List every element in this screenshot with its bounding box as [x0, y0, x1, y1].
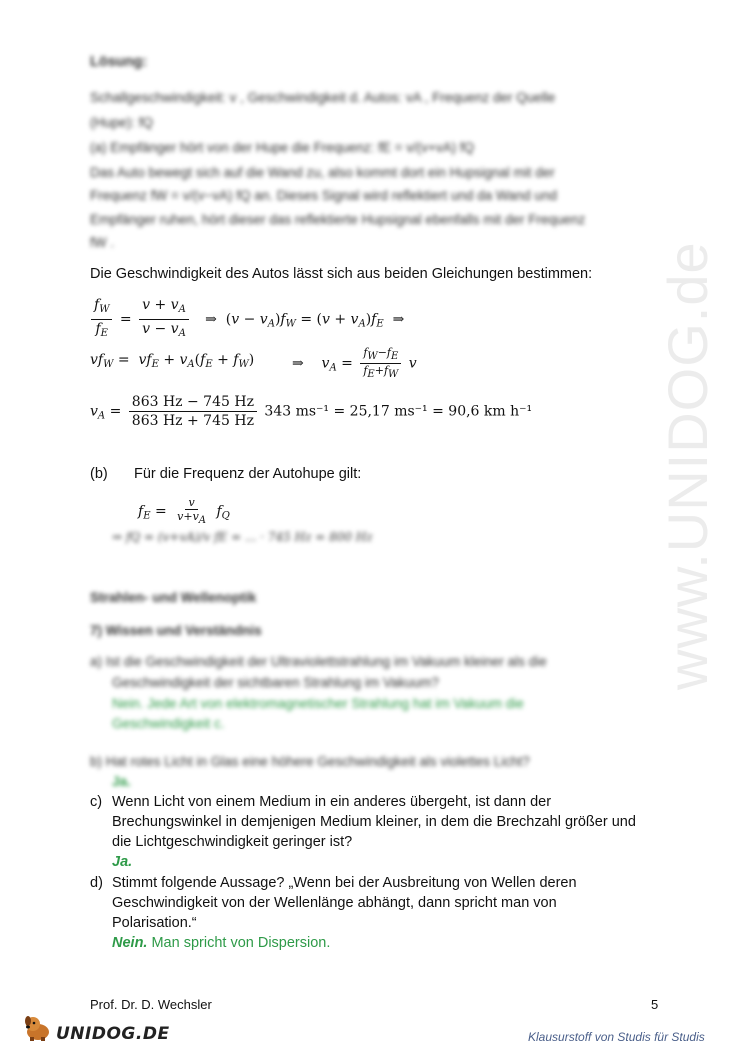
item-c-line-2: Brechungswinkel in demjenigen Medium kleiner, in dem die Brechzahl größer und [112, 814, 636, 830]
blurred-line-3: (a) Empfänger hört von der Hupe die Frequenz: fE = v/(v+vA) fQ [90, 140, 475, 155]
equation-4: $f_E$ = $\frac{v}{v+v_A}$ $f_Q$ [138, 496, 230, 526]
item-d-line-2: Geschwindigkeit von der Wellenlänge abhängt, dann spricht man von [112, 895, 557, 911]
blurred-answer-a-2: Geschwindigkeit c. [112, 716, 225, 731]
footer-tagline: Klausurstoff von Studis für Studis [528, 1030, 705, 1044]
dog-logo-icon [24, 1014, 54, 1042]
part-b-text: Für die Frequenz der Autohupe gilt: [134, 466, 362, 482]
solution-heading: Lösung: [90, 54, 148, 70]
blurred-line-2: (Hupe): fQ [90, 115, 154, 130]
blurred-question-a-1: a) Ist die Geschwindigkeit der Ultraviolettstrahlung im Vakuum kleiner als die [90, 654, 547, 669]
item-d-answer-bold: Nein. [112, 935, 148, 951]
item-c-answer: Ja. [112, 854, 133, 870]
equation-2: $vf_W = vf_E + v_A(f_E + f_W)$ [90, 352, 255, 370]
unidog-logo-text: UNIDOG.DE [56, 1024, 170, 1044]
eq3-result: 343 ms⁻¹ = 25,17 ms⁻¹ = 90,6 km h⁻¹ [264, 403, 533, 420]
blurred-answer-b: Ja. [112, 774, 131, 789]
item-d-line-3: Polarisation.“ [112, 915, 197, 931]
blurred-line-6: Empfänger ruhen, hört dieser das reflektierte Hupsignal ebenfalls mit der Frequenz [90, 212, 586, 227]
blurred-line-4: Das Auto bewegt sich auf die Wand zu, also kommt dort ein Hupsignal mit der [90, 165, 555, 180]
item-c-label: c) [90, 794, 103, 810]
part-b-label: (b) [90, 466, 108, 482]
item-d-answer [112, 933, 330, 953]
item-d-answer-rest: Man spricht von Dispersion. [147, 935, 331, 951]
blurred-line-1: Schallgeschwindigkeit: v , Geschwindigkeit d. Autos: vA , Frequenz der Quelle [90, 90, 556, 105]
item-c-line-1: Wenn Licht von einem Medium in ein anderes übergeht, ist dann der [112, 794, 552, 810]
eq3-numerator: 863 Hz − 745 Hz [129, 393, 257, 412]
blurred-question-b: b) Hat rotes Licht in Glas eine höhere Geschwindigkeit als violettes Licht? [90, 754, 530, 769]
item-d-line-1: Stimmt folgende Aussage? „Wenn bei der Ausbreitung von Wellen deren [112, 875, 577, 891]
blurred-line-7: fW . [90, 235, 114, 250]
intro-text: Die Geschwindigkeit des Autos lässt sich aus beiden Gleichungen bestimmen: [90, 266, 593, 282]
item-d-label: d) [90, 875, 103, 891]
blurred-answer-a-1: Nein. Jede Art von elektromagnetischer Strahlung hat im Vakuum die [112, 696, 524, 711]
blurred-question-a-2: Geschwindigkeit der sichtbaren Strahlung im Vakuum? [112, 675, 439, 690]
equation-2b: ⇒ $v_A$ = $\frac{f_W-f_E}{f_E+f_W}$ v [292, 346, 417, 380]
blurred-line-5: Frequenz fW = v/(v−vA) fQ an. Dieses Signal wird reflektiert und da Wand und [90, 188, 557, 203]
eq3-denominator: 863 Hz + 745 Hz [131, 413, 254, 429]
blurred-equation-5: ⇒ fQ = (v+vA)/v fE = ... · 745 Hz = 800 Hz [112, 530, 373, 544]
equation-1: $\frac{f_W}{f_E}$ = $\frac{v + v_A}{v - v_A}$ ⇒ $(v - v_A)f_W = (v + v_A)f_E$ ⇒ [88, 296, 404, 343]
footer-author: Prof. Dr. D. Wechsler [90, 997, 212, 1012]
section-heading-optics: Strahlen- und Wellenoptik [90, 590, 257, 605]
equation-3: $v_A$ = $\frac{863 Hz - 745 Hz}{863 Hz + 745 Hz}$ 343 ms⁻¹ = 25,17 ms⁻¹ = 90,6 km h⁻¹ [90, 394, 533, 429]
section-heading-knowledge: 7) Wissen und Verständnis [90, 623, 262, 638]
item-c-line-3: die Lichtgeschwindigkeit geringer ist? [112, 834, 353, 850]
page-number: 5 [651, 997, 659, 1012]
unidog-watermark: www.UNIDOG.de [656, 241, 719, 690]
